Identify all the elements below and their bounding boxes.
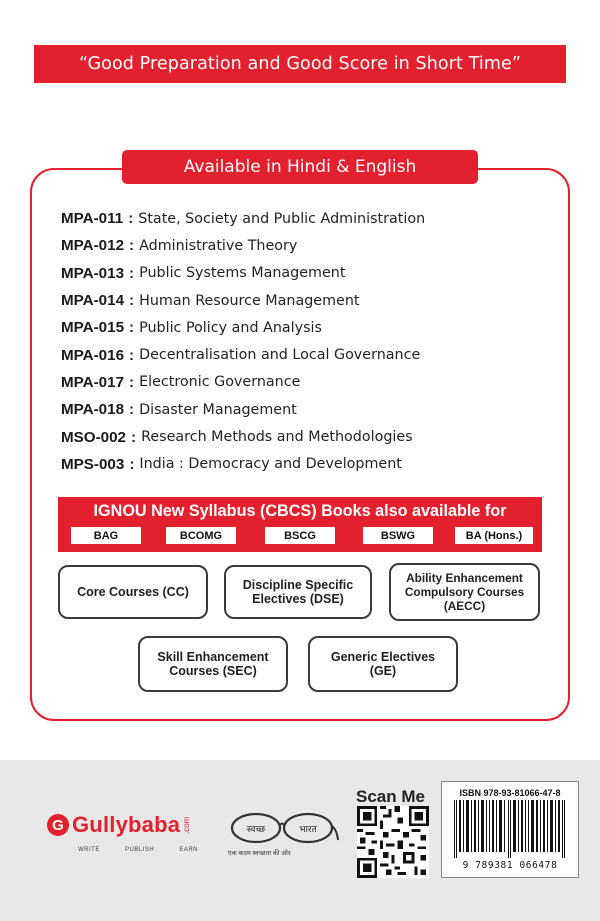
gullybaba-logo-suffix: .com: [182, 816, 192, 834]
course-code: MPA-012: [61, 237, 125, 255]
program-badge-bscg: BSCG: [265, 527, 335, 544]
gullybaba-logo-text: Gullybaba: [72, 812, 181, 837]
course-item: [61, 205, 541, 232]
course-item: [61, 260, 541, 287]
barcode-digits: 9 789381 066478: [462, 860, 558, 871]
swachh-bharat-spectacles-icon: [228, 810, 340, 846]
course-title: Human Resource Management: [139, 292, 360, 309]
course-code: MPA-013: [61, 264, 125, 282]
course-separator: :: [129, 346, 135, 364]
course-separator: :: [129, 237, 135, 255]
course-code: MSO-002: [61, 428, 126, 446]
tag-publish: PUBLISH: [124, 847, 155, 853]
course-code: MPA-018: [61, 401, 125, 419]
availability-banner: [122, 150, 478, 184]
category-core-courses: [58, 565, 208, 619]
course-title: India : Democracy and Development: [139, 456, 402, 473]
course-item: [61, 396, 541, 423]
category-label: Ability Enhancement: [406, 571, 523, 585]
course-title: State, Society and Public Administration: [138, 210, 426, 227]
category-label: Electives (DSE): [252, 592, 344, 606]
isbn-number: ISBN 978-93-81066-47-8: [459, 788, 561, 798]
category-dse: [224, 565, 372, 619]
course-item: [61, 369, 541, 396]
category-label: Core Courses (CC): [77, 584, 189, 599]
swachh-tagline: एक कदम स्वच्छता की ओर: [228, 850, 291, 857]
swachh-left-text: स्वच्छ: [246, 825, 266, 835]
course-title: Disaster Management: [139, 401, 297, 418]
category-sec: [138, 636, 288, 692]
course-code: MPA-017: [61, 373, 125, 391]
cbcs-title: IGNOU New Syllabus (CBCS) Books also available for: [93, 502, 507, 520]
course-code: MPA-014: [61, 292, 125, 310]
tag-write: WRITE: [78, 847, 100, 853]
course-separator: :: [129, 292, 135, 310]
course-title: Decentralisation and Local Governance: [139, 347, 421, 364]
course-list: [61, 205, 541, 478]
gullybaba-logo: [47, 812, 191, 838]
category-label: Skill Enhancement: [157, 649, 269, 664]
course-code: MPA-016: [61, 346, 125, 364]
course-code: MPS-003: [61, 455, 125, 473]
course-item: [61, 232, 541, 259]
tagline-text: “Good Preparation and Good Score in Short Time”: [78, 54, 522, 74]
program-badge-bag: BAG: [71, 527, 141, 544]
course-code: MPA-015: [61, 319, 125, 337]
course-separator: :: [129, 264, 135, 282]
gullybaba-tags: [78, 847, 198, 853]
course-separator: :: [129, 455, 135, 473]
course-item: [61, 341, 541, 368]
category-label: Compulsory Courses: [404, 585, 525, 599]
category-aecc: [389, 563, 540, 621]
course-separator: :: [129, 401, 135, 419]
category-label: (AECC): [443, 599, 486, 613]
tagline-banner: [34, 45, 566, 83]
swachh-right-text: भारत: [299, 825, 317, 835]
course-item: [61, 451, 541, 478]
course-title: Public Policy and Analysis: [139, 319, 322, 336]
category-label: Generic Electives: [330, 649, 436, 664]
course-title: Electronic Governance: [139, 374, 301, 391]
category-ge: [308, 636, 458, 692]
course-separator: :: [129, 373, 135, 391]
course-item: [61, 423, 541, 450]
program-badge-bswg: BSWG: [363, 527, 433, 544]
course-separator: :: [131, 428, 137, 446]
course-code: MPA-011: [61, 210, 124, 228]
isbn-barcode-panel: [441, 781, 579, 878]
scan-me-label: Scan Me: [356, 787, 425, 806]
course-item: [61, 314, 541, 341]
program-badge-ba-hons: BA (Hons.): [455, 527, 533, 544]
category-label: Discipline Specific: [242, 577, 354, 592]
program-badge-bcomg: BCOMG: [166, 527, 236, 544]
course-title: Administrative Theory: [139, 237, 298, 254]
course-separator: :: [128, 210, 134, 228]
course-title: Research Methods and Methodologies: [141, 429, 413, 446]
course-item: [61, 287, 541, 314]
availability-text: Available in Hindi & English: [183, 157, 417, 177]
qr-code-icon: [357, 806, 429, 878]
category-label: (GE): [369, 664, 397, 678]
barcode-icon: [452, 800, 568, 858]
course-separator: :: [129, 319, 135, 337]
tag-earn: EARN: [179, 847, 198, 853]
cbcs-banner: [58, 497, 542, 552]
gullybaba-logo-icon: G: [47, 814, 69, 836]
course-title: Public Systems Management: [139, 265, 346, 282]
category-label: Courses (SEC): [169, 664, 257, 678]
